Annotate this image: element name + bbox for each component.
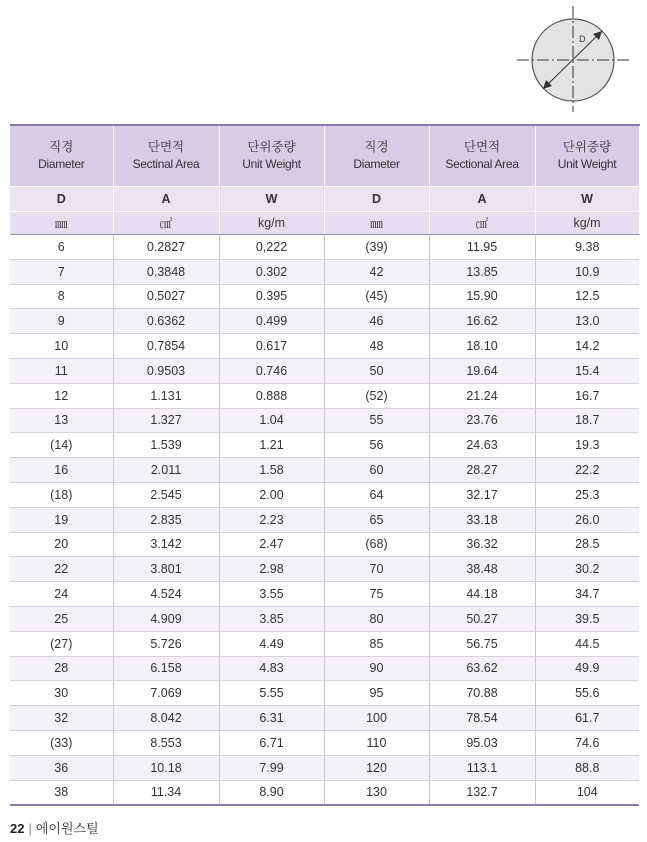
table-cell: (33) [10,730,113,755]
table-cell: 3.85 [219,606,324,631]
table-cell: 42 [324,259,429,284]
table-cell: 13.0 [535,309,639,334]
table-cell: 38 [10,780,113,805]
col-header-diameter-2: 직경 Diameter [324,125,429,187]
table-cell: 19.64 [429,358,535,383]
table-cell: 44.5 [535,631,639,656]
table-cell: 16 [10,458,113,483]
table-row [10,557,639,582]
table-cell: 7.069 [113,681,219,706]
table-cell: 2.00 [219,482,324,507]
table-cell: 10.18 [113,755,219,780]
table-cell: 130 [324,780,429,805]
page-footer [10,818,99,837]
table-cell: 0.6362 [113,309,219,334]
header-row-names [10,125,639,187]
table-cell: 110 [324,730,429,755]
table-row [10,358,639,383]
table-cell: 28 [10,656,113,681]
table-cell: 49.9 [535,656,639,681]
table-cell: 15.4 [535,358,639,383]
table-cell: 44.18 [429,582,535,607]
table-cell: 100 [324,706,429,731]
table-cell: 8.90 [219,780,324,805]
table-cell: 8.042 [113,706,219,731]
table-cell: 0.395 [219,284,324,309]
table-cell: 0.9503 [113,358,219,383]
round-bar-spec-table [10,124,640,806]
table-cell: 34.7 [535,582,639,607]
table-cell: 0.499 [219,309,324,334]
table-cell: 24.63 [429,433,535,458]
col-header-area-2: 단면적 Sectional Area [429,125,535,187]
table-cell: 18.10 [429,334,535,359]
table-row [10,482,639,507]
table-cell: 90 [324,656,429,681]
table-cell: 1.21 [219,433,324,458]
table-cell: 28.5 [535,532,639,557]
table-cell: 55.6 [535,681,639,706]
table-cell: 26.0 [535,507,639,532]
unit-cell: ㎜ [10,212,113,235]
table-cell: 32 [10,706,113,731]
header-row-symbols [10,187,639,212]
table-cell: 23.76 [429,408,535,433]
table-cell: 2.47 [219,532,324,557]
table-cell: 55 [324,408,429,433]
table-cell: 12.5 [535,284,639,309]
table-cell: 10.9 [535,259,639,284]
table-cell: 20 [10,532,113,557]
table-cell: 120 [324,755,429,780]
table-row [10,284,639,309]
table-cell: 1.131 [113,383,219,408]
table-row [10,606,639,631]
table-cell: (68) [324,532,429,557]
table-cell: 8 [10,284,113,309]
table-cell: 28.27 [429,458,535,483]
table-cell: 95 [324,681,429,706]
table-cell: 113.1 [429,755,535,780]
symbol-cell: A [113,187,219,212]
table-cell: 8.553 [113,730,219,755]
unit-cell: kg/m [535,212,639,235]
table-cell: 7.99 [219,755,324,780]
table-cell: (18) [10,482,113,507]
table-cell: 11.34 [113,780,219,805]
company-name: 에이원스틸 [35,821,99,836]
table-cell: (14) [10,433,113,458]
table-cell: 33.18 [429,507,535,532]
table-cell: 4.49 [219,631,324,656]
table-cell: (52) [324,383,429,408]
table-cell: 22 [10,557,113,582]
table-cell: 32.17 [429,482,535,507]
table-cell: 48 [324,334,429,359]
symbol-cell: D [10,187,113,212]
table-cell: 16.7 [535,383,639,408]
table-row [10,755,639,780]
unit-cell: ㎠ [429,212,535,235]
table-cell: 60 [324,458,429,483]
unit-cell: ㎜ [324,212,429,235]
table-cell: 65 [324,507,429,532]
table-row [10,507,639,532]
table-cell: 0.746 [219,358,324,383]
col-header-area: 단면적 Sectinal Area [113,125,219,187]
table-cell: 24 [10,582,113,607]
col-header-weight: 단위중량 Unit Weight [219,125,324,187]
table-cell: 63.62 [429,656,535,681]
table-cell: (39) [324,235,429,260]
table-row [10,309,639,334]
table-cell: 61.7 [535,706,639,731]
table-cell: 64 [324,482,429,507]
table-cell: 0.2827 [113,235,219,260]
table-cell: 2.011 [113,458,219,483]
table-cell: 56.75 [429,631,535,656]
table-cell: 3.55 [219,582,324,607]
table-cell: (45) [324,284,429,309]
table-cell: 0.302 [219,259,324,284]
table-cell: 132.7 [429,780,535,805]
table-cell: 0.888 [219,383,324,408]
round-bar-diagram [513,4,633,114]
diameter-label: D [579,34,586,44]
table-cell: 70 [324,557,429,582]
table-cell: 30 [10,681,113,706]
table-row [10,681,639,706]
table-cell: 75 [324,582,429,607]
table-cell: 46 [324,309,429,334]
table-cell: 0.617 [219,334,324,359]
table-row [10,458,639,483]
table-cell: 50 [324,358,429,383]
table-cell: 2.835 [113,507,219,532]
table-cell: 3.142 [113,532,219,557]
table-cell: 0.7854 [113,334,219,359]
table-cell: 3.801 [113,557,219,582]
table-cell: 11 [10,358,113,383]
table-cell: 9.38 [535,235,639,260]
table-cell: 80 [324,606,429,631]
table-cell: 4.909 [113,606,219,631]
table-row [10,334,639,359]
table-cell: 85 [324,631,429,656]
col-header-diameter: 직경 Diameter [10,125,113,187]
table-cell: 13.85 [429,259,535,284]
table-cell: 6.71 [219,730,324,755]
table-cell: 6.158 [113,656,219,681]
table-cell: 7 [10,259,113,284]
table-cell: 30.2 [535,557,639,582]
table-cell: 25 [10,606,113,631]
table-cell: 39.5 [535,606,639,631]
table-cell: 95.03 [429,730,535,755]
table-cell: 5.726 [113,631,219,656]
table-row [10,259,639,284]
table-row [10,433,639,458]
footer-separator: | [28,821,32,836]
table-cell: 2.23 [219,507,324,532]
symbol-cell: A [429,187,535,212]
table-body [10,235,639,805]
table-cell: 5.55 [219,681,324,706]
table-row [10,730,639,755]
table-cell: 25.3 [535,482,639,507]
symbol-cell: W [535,187,639,212]
table-cell: 74.6 [535,730,639,755]
table-cell: 11.95 [429,235,535,260]
table-cell: 36 [10,755,113,780]
header-row-units [10,212,639,235]
table-cell: 9 [10,309,113,334]
table-cell: 36.32 [429,532,535,557]
table-row [10,656,639,681]
symbol-cell: W [219,187,324,212]
unit-cell: ㎠ [113,212,219,235]
table-cell: 19.3 [535,433,639,458]
table-cell: 6 [10,235,113,260]
table-cell: 13 [10,408,113,433]
table-cell: 1.327 [113,408,219,433]
table-cell: 88.8 [535,755,639,780]
table-cell: 21.24 [429,383,535,408]
table-cell: 0.5027 [113,284,219,309]
table-cell: 12 [10,383,113,408]
table-cell: 10 [10,334,113,359]
table-cell: 56 [324,433,429,458]
table-cell: (27) [10,631,113,656]
table-cell: 2.98 [219,557,324,582]
table-cell: 0.3848 [113,259,219,284]
table-row [10,631,639,656]
table-cell: 38.48 [429,557,535,582]
table-cell: 18.7 [535,408,639,433]
page-number: 22 [10,821,25,836]
table-cell: 22.2 [535,458,639,483]
table-cell: 4.524 [113,582,219,607]
table-cell: 78.54 [429,706,535,731]
table-cell: 6.31 [219,706,324,731]
table-cell: 14.2 [535,334,639,359]
table-cell: 16.62 [429,309,535,334]
table-cell: 104 [535,780,639,805]
table-row [10,780,639,805]
unit-cell: kg/m [219,212,324,235]
table-cell: 0,222 [219,235,324,260]
table-cell: 70.88 [429,681,535,706]
table-cell: 19 [10,507,113,532]
table-row [10,235,639,260]
table-row [10,408,639,433]
table-cell: 1.04 [219,408,324,433]
col-header-weight-2: 단위중량 Unit Weight [535,125,639,187]
table-row [10,706,639,731]
table-row [10,532,639,557]
symbol-cell: D [324,187,429,212]
table-cell: 50.27 [429,606,535,631]
table-cell: 4.83 [219,656,324,681]
table-cell: 1.539 [113,433,219,458]
table-cell: 2.545 [113,482,219,507]
table-row [10,383,639,408]
table-row [10,582,639,607]
table-cell: 1.58 [219,458,324,483]
table-cell: 15.90 [429,284,535,309]
